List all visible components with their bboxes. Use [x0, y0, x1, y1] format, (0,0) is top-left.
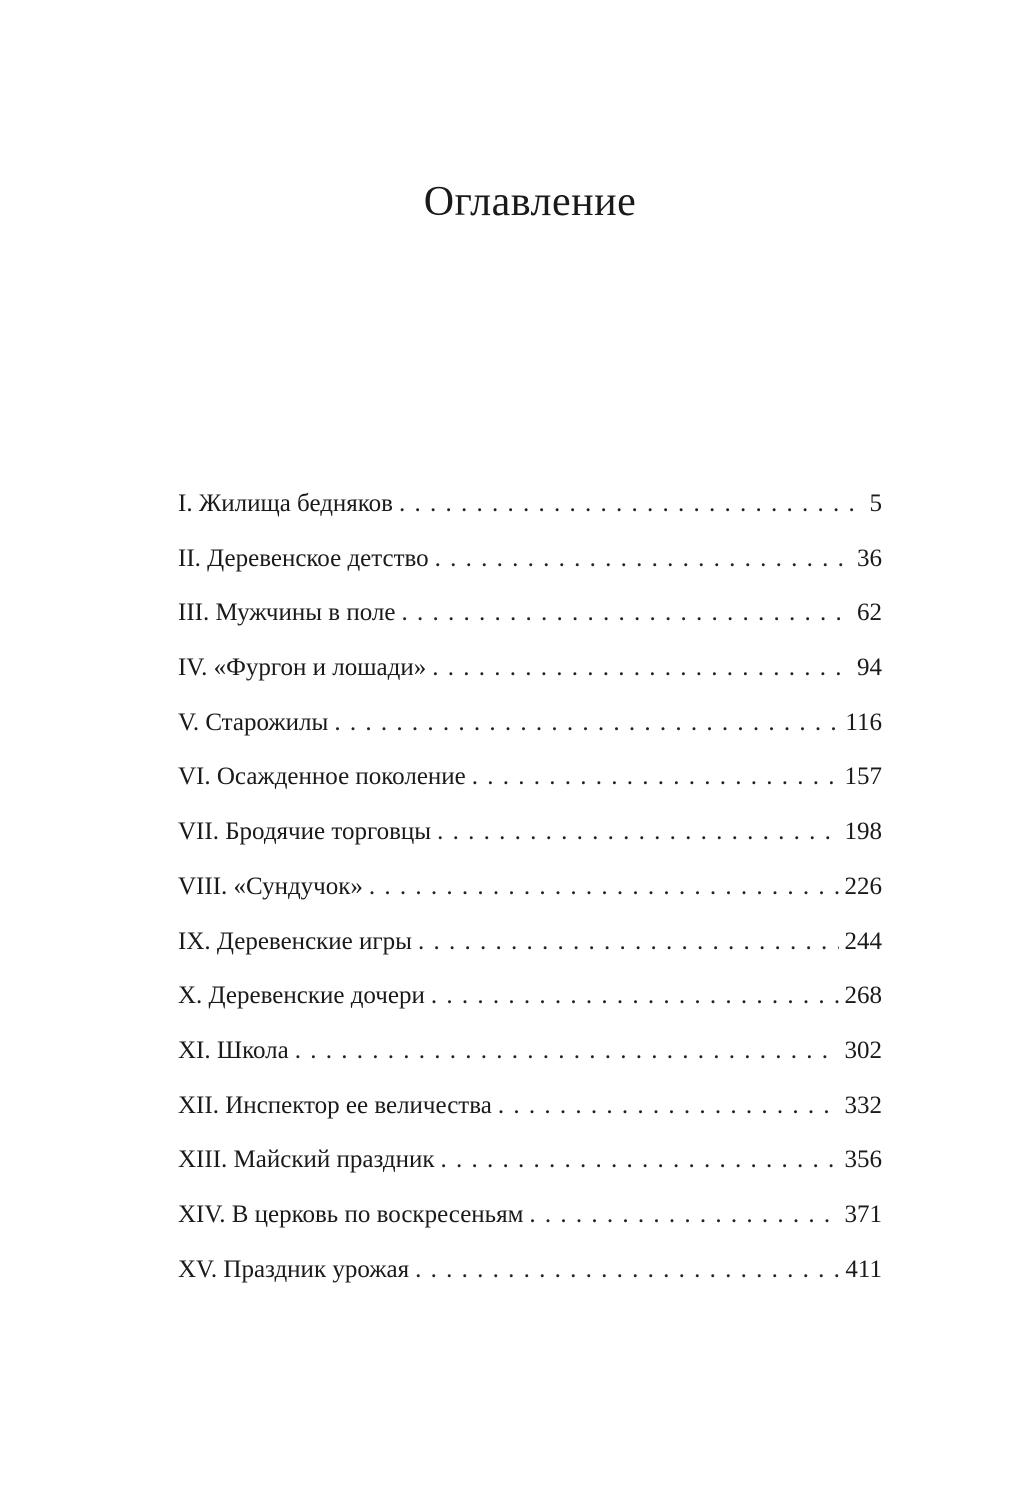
toc-entry-page: 116 [845, 708, 882, 736]
toc-entry [178, 818, 882, 873]
toc-entry-title: VI. Осажденное поколение [178, 763, 466, 791]
toc-entry [178, 545, 882, 600]
toc-entry-title: I. Жилища бедняков [178, 490, 393, 517]
toc-entry-page: 226 [844, 872, 882, 900]
toc-entry-page: 94 [857, 654, 882, 682]
toc-entry [178, 1146, 882, 1201]
toc-entry [178, 599, 882, 654]
toc-entry [178, 1037, 882, 1092]
toc-entry-page: 302 [844, 1036, 882, 1064]
toc-entry [178, 1256, 882, 1311]
toc-entry-page: 411 [845, 1255, 882, 1283]
toc-entry-title: VIII. «Сундучок» [178, 872, 363, 900]
toc-entry [178, 873, 882, 928]
toc-entry-title: IX. Деревенские игры [178, 927, 412, 955]
dot-leader [435, 545, 851, 573]
dot-leader [401, 599, 851, 627]
toc-entry-title: VII. Бродячие торговцы [178, 818, 432, 846]
toc-entry-title: XII. Инспектор ее величества [178, 1091, 492, 1119]
toc-entry [178, 928, 882, 983]
dot-leader [334, 709, 839, 737]
toc-entry-title: XIII. Майский праздник [178, 1146, 435, 1174]
toc-entry-title: V. Старожилы [178, 708, 329, 736]
toc-entry-page: 36 [857, 544, 882, 572]
toc-entry-title: XI. Школа [178, 1036, 289, 1064]
toc-entry-page: 371 [844, 1200, 882, 1228]
toc-entry-title: XIV. В церковь по воскресеньям [178, 1200, 524, 1228]
dot-leader [295, 1037, 839, 1065]
toc-entry-page: 157 [844, 763, 882, 791]
dot-leader [369, 873, 839, 901]
toc-entry-title: X. Деревенские дочери [178, 982, 425, 1010]
toc-entry-page: 268 [844, 982, 882, 1010]
toc-entry [178, 1201, 882, 1256]
toc-entry [178, 982, 882, 1037]
toc-entry [178, 654, 882, 709]
toc-entry-page: 244 [844, 927, 882, 955]
toc-entry [178, 1092, 882, 1147]
dot-leader [399, 490, 856, 518]
dot-leader [431, 982, 839, 1010]
toc-entry-page: 332 [844, 1091, 882, 1119]
toc-entry [178, 490, 882, 545]
dot-leader [441, 1146, 839, 1174]
toc-entry-title: II. Деревенское детство [178, 544, 429, 572]
toc-entry [178, 709, 882, 764]
toc-entry-title: III. Мужчины в поле [178, 599, 396, 627]
toc-entry-page: 198 [844, 818, 882, 846]
table-of-contents [178, 490, 882, 1310]
toc-entry-page: 356 [844, 1146, 882, 1174]
dot-leader [432, 654, 851, 682]
dot-leader [498, 1092, 839, 1120]
toc-entry-page: 62 [857, 599, 882, 627]
toc-entry [178, 763, 882, 818]
dot-leader [418, 928, 839, 956]
toc-entry-page: 5 [869, 490, 882, 517]
dot-leader [437, 818, 838, 846]
dot-leader [529, 1201, 838, 1229]
toc-entry-title: IV. «Фургон и лошади» [178, 654, 427, 682]
toc-entry-title: XV. Праздник урожая [178, 1255, 410, 1283]
dot-leader [415, 1256, 839, 1284]
dot-leader [472, 763, 839, 791]
page-title: Оглавление [423, 179, 637, 225]
